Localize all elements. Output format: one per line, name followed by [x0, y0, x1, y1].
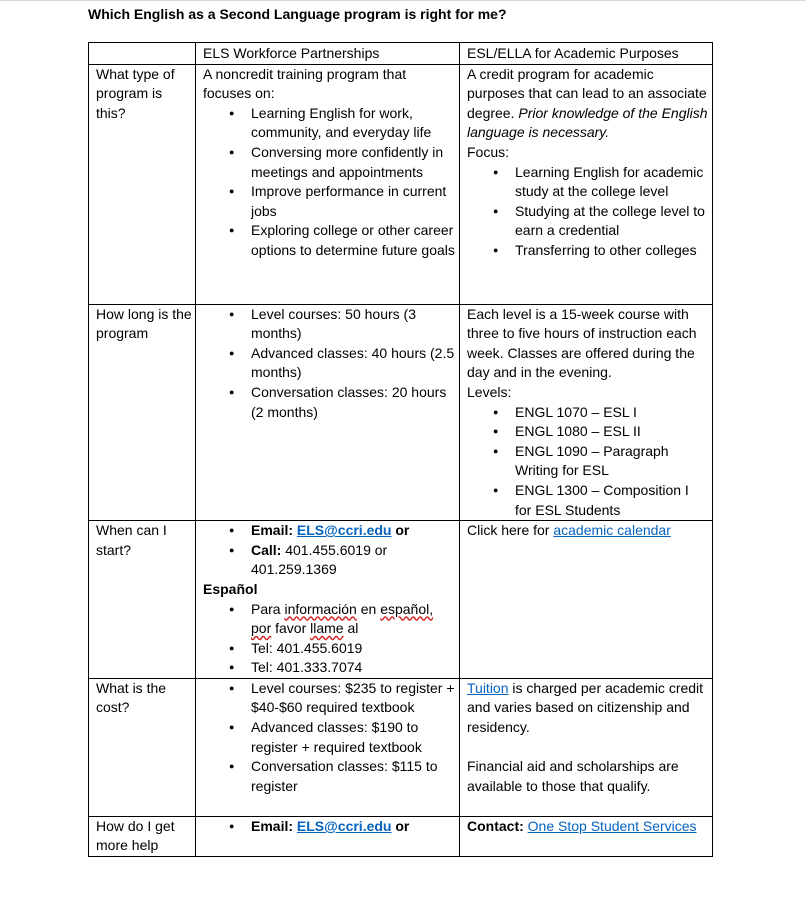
row-program-length [89, 304, 713, 521]
list-item: ● Improve performance in current jobs [251, 182, 456, 221]
row-label-text: What type of program is this? [96, 65, 175, 121]
call-numbers: 401.455.6019 or 401.259.1369 [251, 541, 388, 578]
list-item: ● Level courses: $235 to register + $40-$60 required textbook [251, 679, 456, 718]
cost-col2-aid: Financial aid and scholarships are available to those that qualify. [467, 758, 679, 794]
list-item-tel: ● Tel: 401.333.7074 [251, 658, 456, 678]
list-item: ● Conversing more confidently in meetings and appointments [251, 143, 456, 182]
tuition-link[interactable]: Tuition [467, 679, 509, 696]
type-col1-intro: A noncredit training program that focuses on: [203, 65, 407, 102]
row-start [89, 521, 713, 679]
start-col2-text [467, 521, 709, 541]
list-item-call [251, 541, 456, 580]
list-item-email [251, 521, 456, 541]
es-word-spellcheck: información [284, 600, 357, 617]
cell-type-col1 [196, 64, 460, 304]
list-item: ● Advanced classes: 40 hours (2.5 months) [251, 344, 456, 383]
cell-start-col2 [460, 521, 713, 679]
list-item: ● Level courses: 50 hours (3 months) [251, 305, 456, 344]
comparison-table [88, 42, 713, 857]
cell-help-col1 [196, 816, 460, 856]
row-label-start [89, 521, 196, 679]
length-col2-levels: Levels: [467, 383, 512, 400]
length-col1-list [203, 305, 456, 423]
es-word-spellcheck: por [251, 620, 272, 637]
row-help [89, 816, 713, 856]
top-rule [0, 0, 806, 1]
list-item: ● Conversation classes: 20 hours (2 months) [251, 383, 456, 422]
start-col1-list [203, 521, 456, 580]
list-item: ● ENGL 1090 – Paragraph Writing for ESL [515, 442, 709, 481]
list-item: ● ENGL 1070 – ESL I [515, 403, 709, 423]
row-label-help [89, 816, 196, 856]
es-word-spellcheck: español, [380, 600, 434, 617]
list-item: ● ENGL 1080 – ESL II [515, 422, 709, 442]
help-col2-text [467, 817, 709, 837]
list-item: ● Learning English for work, community, and everyday life [251, 104, 456, 143]
es-word: al [347, 620, 359, 637]
email-label: Email: [251, 522, 294, 539]
es-word: Para [251, 600, 281, 617]
type-col2-focus: Focus: [467, 143, 510, 160]
cell-length-col2 [460, 304, 713, 521]
list-item-espanol [251, 600, 456, 639]
email-label: Email: [251, 817, 294, 834]
row-label-type [89, 64, 196, 304]
header-col1: ELS Workforce Partnerships [196, 43, 460, 65]
row-label-text: How do I get more help [96, 817, 175, 854]
cell-cost-col1 [196, 678, 460, 816]
row-label-text: When can I start? [96, 522, 167, 558]
cell-length-col1 [196, 304, 460, 521]
type-col1-list [203, 104, 456, 261]
spacer [467, 738, 709, 758]
email-link[interactable]: ELS@ccri.edu [296, 817, 392, 834]
type-col2-list [467, 163, 709, 261]
help-col1-list [203, 817, 456, 837]
row-label-text: What is the cost? [96, 679, 167, 716]
list-item: ● Exploring college or other career options to determine future goals [251, 221, 456, 260]
es-word: favor [275, 620, 307, 637]
row-program-type [89, 64, 713, 304]
one-stop-link[interactable]: One Stop Student Services [527, 817, 697, 834]
list-item: ● Studying at the college level to earn a credential [515, 202, 709, 241]
row-label-cost [89, 678, 196, 816]
cost-col2-tuition [467, 679, 709, 738]
list-item: ● Conversation classes: $115 to register [251, 757, 456, 796]
list-item-email [251, 817, 456, 837]
type-col2-intro [467, 65, 709, 143]
cost-col1-list [203, 679, 456, 797]
cell-cost-col2 [460, 678, 713, 816]
start-col2-pre: Click here for [467, 522, 550, 539]
type-col2-intro-text: A credit program for academic purposes that can lead to an associate degree. [467, 65, 707, 121]
page-title: Which English as a Second Language program is right for me? [88, 6, 507, 22]
list-item: ● Learning English for academic study at the college level [515, 163, 709, 202]
cell-help-col2 [460, 816, 713, 856]
row-label-text: How long is the program [96, 305, 192, 342]
header-row [89, 43, 713, 65]
list-item: ● Transferring to other colleges [515, 241, 709, 261]
academic-calendar-link[interactable]: academic calendar [553, 522, 671, 539]
espanol-list [203, 600, 456, 678]
type-col2-intro-italic: Prior knowledge of the English language is necessary. [467, 104, 708, 141]
espanol-heading: Español [203, 580, 258, 597]
length-col2-intro: Each level is a 15-week course with three to five hours of instruction each week. Classes are offered during the day and in the evening. [467, 305, 697, 381]
row-label-length [89, 304, 196, 521]
tuition-text: is charged per academic credit and varies based on citizenship and residency. [467, 679, 704, 736]
header-empty-cell [89, 43, 196, 65]
header-col2: ESL/ELLA for Academic Purposes [460, 43, 713, 65]
es-word-spellcheck: llame [310, 620, 344, 637]
cell-type-col2 [460, 64, 713, 304]
contact-label: Contact: [467, 817, 524, 834]
length-col2-list [467, 403, 709, 521]
row-cost [89, 678, 713, 816]
list-item: ● ENGL 1300 – Composition I for ESL Students [515, 481, 709, 520]
list-item: ● Advanced classes: $190 to register + required textbook [251, 718, 456, 757]
email-suffix: or [395, 522, 410, 539]
es-word: en [360, 600, 377, 617]
email-suffix: or [395, 817, 410, 834]
email-link[interactable]: ELS@ccri.edu [296, 522, 392, 539]
list-item-tel: ● Tel: 401.455.6019 [251, 639, 456, 659]
call-label: Call: [251, 541, 282, 558]
cell-start-col1 [196, 521, 460, 679]
